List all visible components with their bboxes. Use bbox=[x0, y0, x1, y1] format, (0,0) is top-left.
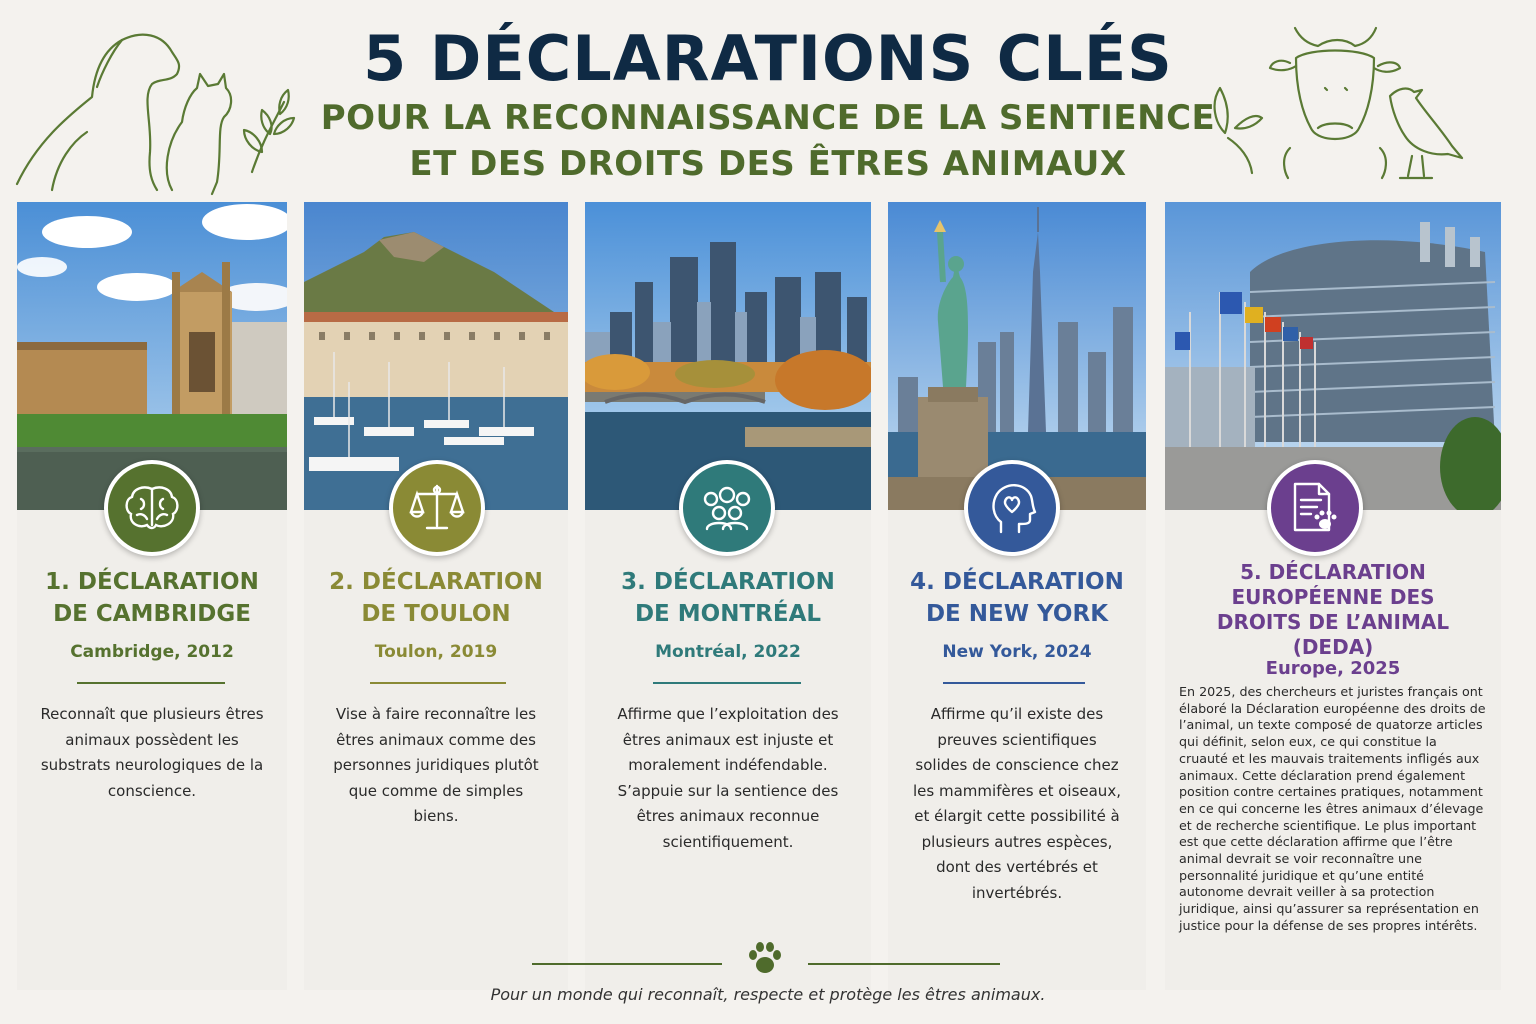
divider bbox=[370, 682, 506, 684]
declaration-card-toulon bbox=[304, 202, 568, 990]
divider bbox=[77, 682, 225, 684]
document-paw-icon bbox=[1267, 460, 1363, 556]
people-group-icon bbox=[679, 460, 775, 556]
card-place-date: Toulon, 2019 bbox=[374, 642, 498, 662]
declaration-card-cambridge bbox=[17, 202, 287, 990]
card-place-date: New York, 2024 bbox=[942, 642, 1092, 662]
card-title: 1. DÉCLARATION DE CAMBRIDGE bbox=[45, 569, 259, 627]
card-place-date: Cambridge, 2012 bbox=[70, 642, 234, 662]
cow-bird-line-art-icon bbox=[1200, 18, 1470, 183]
footer-divider-right bbox=[808, 963, 1000, 965]
divider bbox=[943, 682, 1085, 684]
head-heart-icon bbox=[964, 460, 1060, 556]
brain-icon bbox=[104, 460, 200, 556]
card-description: Vise à faire reconnaître les êtres animaux comme des personnes juridiques plutôt que comme de simples biens. bbox=[333, 705, 539, 825]
footer-divider-left bbox=[532, 963, 722, 965]
divider bbox=[653, 682, 801, 684]
card-place-date: Montréal, 2022 bbox=[655, 642, 801, 662]
card-place-date: Europe, 2025 bbox=[1265, 658, 1401, 679]
header bbox=[0, 0, 1536, 200]
page-subtitle-line1: POUR LA RECONNAISSANCE DE LA SENTIENCE bbox=[320, 98, 1216, 138]
scales-icon bbox=[389, 460, 485, 556]
card-description: Reconnaît que plusieurs êtres animaux possèdent les substrats neurologiques de la conscience. bbox=[40, 705, 264, 800]
page-subtitle-line2: ET DES DROITS DES ÊTRES ANIMAUX bbox=[409, 144, 1127, 184]
paw-icon bbox=[746, 940, 784, 976]
card-description: Affirme qu’il existe des preuves scientifiques solides de conscience chez les mammifères et oiseaux, et élargit cette possibilité à plusieurs autres espèces, dont des vertébrés et invertébrés. bbox=[913, 705, 1121, 902]
page-title: 5 DÉCLARATIONS CLÉS bbox=[363, 22, 1173, 95]
card-description: Affirme que l’exploitation des êtres animaux est injuste et moralement indéfendable. S’appuie sur la sentience des êtres animaux reconnue scientifiquement. bbox=[617, 705, 839, 851]
card-description: En 2025, des chercheurs et juristes français ont élaboré la Déclaration européenne des droits de l’animal, un texte composé de quatorze articles qui définit, selon eux, ce qui constitue la cruauté et les mauvais traitements infligés aux animaux. Cette déclaration prend également position contre certaines pratiques, notamment en ce qui concerne les êtres animaux d’élevage et de recherche scientifique. Le plus important est que cette déclaration affirme que l’être animal devrait se voir reconnaître une personnalité juridique et qu’une entité autonome devrait veiller à sa protection juridique, ainsi qu’assurer sa représentation en justice pour la défense de ses propres intérêts. bbox=[1179, 684, 1486, 933]
declaration-card-deda bbox=[1165, 202, 1501, 990]
card-title: 5. DÉCLARATION EUROPÉENNE DES DROITS DE L’ANIMAL (DEDA) bbox=[1216, 560, 1450, 659]
card-title: 3. DÉCLARATION DE MONTRÉAL bbox=[621, 569, 835, 627]
declaration-card-new-york bbox=[888, 202, 1146, 990]
declaration-card-montreal bbox=[585, 202, 871, 990]
footer-tagline: Pour un monde qui reconnaît, respecte et protège les êtres animaux. bbox=[490, 985, 1046, 1004]
card-title: 2. DÉCLARATION DE TOULON bbox=[329, 569, 543, 627]
card-title: 4. DÉCLARATION DE NEW YORK bbox=[910, 569, 1124, 627]
